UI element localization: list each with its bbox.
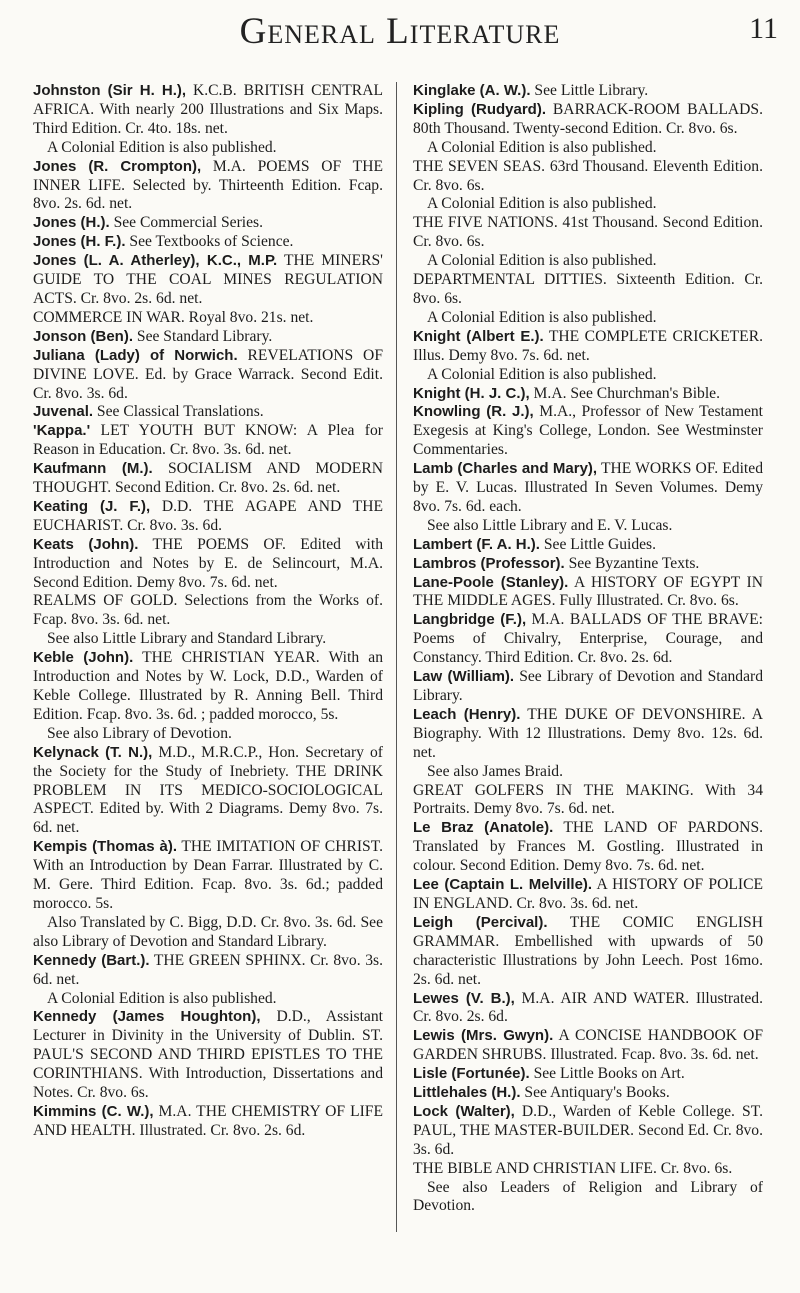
entry-text: See also Library of Devotion.: [47, 724, 232, 742]
entry-text: M.A. BALLADS OF THE BRAVE: Poems of Chivalry, Enterprise, Courage, and Constancy. Third Edition. Cr. 8vo. 2s. 6d.: [413, 611, 763, 667]
author-name: Kaufmann (M.).: [33, 460, 153, 478]
entry-text: BARRACK-ROOM BALLADS. 80th Thousand. Twenty-second Edition. Cr. 8vo. 6s.: [413, 100, 763, 137]
entry-text: A Colonial Edition is also published.: [47, 989, 277, 1007]
catalogue-entry: [413, 328, 763, 366]
catalogue-note: [413, 517, 763, 536]
author-name: Kennedy (James Houghton),: [33, 1008, 261, 1026]
catalogue-entry: [33, 422, 383, 460]
entry-text: D.D. THE AGAPE AND THE EUCHARIST. Cr. 8vo. 3s. 6d.: [33, 497, 383, 534]
entry-text: THE COMPLETE CRICKETER. Illus. Demy 8vo. 7s. 6d. net.: [413, 327, 763, 364]
catalogue-entry: [413, 1065, 763, 1084]
entry-text: See Little Books on Art.: [529, 1065, 685, 1083]
entry-text: THE DUKE OF DEVONSHIRE. A Biography. With 12 Illustrations. Demy 8vo. 12s. 6d. net.: [413, 705, 763, 761]
entry-text: A HISTORY OF EGYPT IN THE MIDDLE AGES. Fully Illustrated. Cr. 8vo. 6s.: [413, 573, 763, 610]
entry-text: THE SEVEN SEAS. 63rd Thousand. Eleventh Edition. Cr. 8vo. 6s.: [413, 157, 763, 194]
author-name: Lisle (Fortunée).: [413, 1065, 530, 1083]
author-name: Juvenal.: [33, 403, 94, 421]
catalogue-note: [33, 914, 383, 952]
entry-text: COMMERCE IN WAR. Royal 8vo. 21s. net.: [33, 308, 314, 326]
catalogue-entry: [33, 1103, 383, 1141]
author-name: Keats (John).: [33, 535, 139, 553]
catalogue-note: [413, 1179, 763, 1217]
author-name: Keble (John).: [33, 649, 134, 667]
catalogue-entry: [413, 914, 763, 990]
entry-text: THE GREEN SPHINX. Cr. 8vo. 3s. 6d. net.: [33, 951, 383, 988]
entry-text: THE COMIC ENGLISH GRAMMAR. Embellished with upwards of 50 characteristic Illustrations by John Leech. Post 16mo. 2s. 6d. net.: [413, 913, 763, 988]
author-name: Johnston (Sir H. H.),: [33, 82, 187, 99]
catalogue-note: [413, 309, 763, 328]
entry-text: A Colonial Edition is also published.: [427, 308, 657, 326]
catalogue-entry: [413, 385, 763, 404]
catalogue-entry: [413, 271, 763, 309]
entry-text: A Colonial Edition is also published.: [427, 195, 657, 213]
author-name: Lamb (Charles and Mary),: [413, 460, 598, 478]
page-number: 11: [749, 12, 778, 45]
entry-text: SOCIALISM AND MODERN THOUGHT. Second Edition. Cr. 8vo. 2s. 6d. net.: [33, 460, 383, 497]
catalogue-entry: [413, 403, 763, 460]
catalogue-entry: [413, 876, 763, 914]
column-divider: [396, 82, 397, 1232]
author-name: Le Braz (Anatole).: [413, 819, 554, 837]
author-name: Kennedy (Bart.).: [33, 951, 150, 969]
entry-text: THE LAND OF PARDONS. Translated by Frances M. Gostling. Illustrated in colour. Second Edition. Demy 8vo. 7s. 6d. net.: [413, 819, 764, 875]
entry-text: REALMS OF GOLD. Selections from the Works of. Fcap. 8vo. 3s. 6d. net.: [33, 592, 383, 629]
author-name: Lambros (Professor).: [413, 554, 565, 572]
entry-text: See also Leaders of Religion and Library of Devotion.: [413, 1178, 763, 1215]
entry-text: A HISTORY OF POLICE IN ENGLAND. Cr. 8vo. 3s. 6d. net.: [413, 876, 763, 912]
author-name: Langbridge (F.),: [413, 611, 527, 629]
catalogue-entry: [33, 403, 383, 422]
author-name: Law (William).: [413, 668, 515, 686]
catalogue-entry: [33, 952, 383, 990]
author-name: Lewes (V. B.),: [413, 989, 515, 1007]
author-name: Jones (H.).: [33, 214, 110, 232]
entry-text: REVELATIONS OF DIVINE LOVE. Ed. by Grace Warrack. Second Edit. Cr. 8vo. 3s. 6d.: [33, 346, 383, 402]
author-name: Leigh (Percival).: [413, 913, 548, 931]
author-name: Kinglake (A. W.).: [413, 82, 531, 99]
catalogue-entry: [413, 706, 763, 763]
catalogue-entry: [33, 82, 383, 139]
entry-text: See Byzantine Texts.: [564, 554, 700, 572]
catalogue-entry: [413, 555, 763, 574]
catalogue-entry: [33, 592, 383, 630]
entry-text: M.A. POEMS OF THE INNER LIFE. Selected by. Thirteenth Edition. Fcap. 8vo. 2s. 6d. net.: [33, 157, 383, 213]
author-name: Jones (L. A. Atherley), K.C., M.P.: [33, 252, 278, 270]
entry-text: THE BIBLE AND CHRISTIAN LIFE. Cr. 8vo. 6s.: [413, 1159, 733, 1177]
entry-text: GREAT GOLFERS IN THE MAKING. With 34 Portraits. Demy 8vo. 7s. 6d. net.: [413, 781, 763, 818]
catalogue-entry: [33, 498, 383, 536]
catalogue-entry: [413, 611, 763, 668]
author-name: Lambert (F. A. H.).: [413, 535, 540, 553]
entry-text: THE MINERS' GUIDE TO THE COAL MINES REGULATION ACTS. Cr. 8vo. 2s. 6d. net.: [33, 252, 383, 307]
author-name: Jonson (Ben).: [33, 327, 133, 345]
entry-text: K.C.B. BRITISH CENTRAL AFRICA. With nearly 200 Illustrations and Six Maps. Third Edition. Cr. 4to. 18s. net.: [33, 82, 383, 137]
catalogue-entry: [413, 1084, 763, 1103]
entry-text: See Library of Devotion and Standard Library.: [413, 668, 764, 704]
author-name: Kipling (Rudyard).: [413, 100, 546, 118]
entry-text: See Little Guides.: [539, 535, 657, 553]
catalogue-entry: [33, 233, 383, 252]
entry-text: See also Little Library and E. V. Lucas.: [427, 516, 673, 534]
author-name: Leach (Henry).: [413, 705, 521, 723]
entry-text: LET YOUTH BUT KNOW: A Plea for Reason in Education. Cr. 8vo. 3s. 6d. net.: [33, 422, 383, 459]
author-name: Lane-Poole (Stanley).: [413, 573, 569, 591]
entry-text: DEPARTMENTAL DITTIES. Sixteenth Edition. Cr. 8vo. 6s.: [413, 271, 763, 307]
entry-text: See Little Library.: [530, 82, 649, 99]
catalogue-entry: [33, 649, 383, 725]
catalogue-note: [33, 139, 383, 158]
author-name: Juliana (Lady) of Norwich.: [33, 346, 238, 364]
entry-text: THE FIVE NATIONS. 41st Thousand. Second Edition. Cr. 8vo. 6s.: [413, 214, 763, 251]
entry-text: M.A., Professor of New Testament Exegesis at King's College, London. See Westminster Commentaries.: [413, 403, 763, 459]
catalogue-entry: [33, 460, 383, 498]
catalogue-note: [413, 139, 763, 158]
entry-text: See Textbooks of Science.: [125, 233, 294, 251]
entry-text: D.D., Warden of Keble College. ST. PAUL, THE MASTER-BUILDER. Second Ed. Cr. 8vo. 3s. 6d.: [413, 1102, 763, 1158]
entry-text: M.A. See Churchman's Bible.: [529, 384, 721, 402]
catalogue-entry: [413, 1103, 763, 1160]
author-name: Knowling (R. J.),: [413, 403, 534, 421]
running-title: General Literature: [239, 11, 561, 52]
catalogue-entry: [413, 82, 763, 101]
author-name: Jones (H. F.).: [33, 233, 126, 251]
catalogue-entry: [413, 782, 763, 820]
author-name: Kelynack (T. N.),: [33, 743, 153, 761]
catalogue-entry: [33, 309, 383, 328]
catalogue-entry: [33, 252, 383, 309]
catalogue-entry: [413, 214, 763, 252]
author-name: Jones (R. Crompton),: [33, 157, 202, 175]
catalogue-entry: [33, 536, 383, 593]
entry-text: A Colonial Edition is also published.: [427, 138, 657, 156]
page-header: [0, 10, 800, 54]
entry-text: A Colonial Edition is also published.: [427, 252, 657, 270]
author-name: Lewis (Mrs. Gwyn).: [413, 1027, 554, 1045]
author-name: Knight (Albert E.).: [413, 327, 544, 345]
author-name: Littlehales (H.).: [413, 1084, 521, 1102]
catalogue-entry: [413, 101, 763, 139]
author-name: Knight (H. J. C.),: [413, 384, 530, 402]
catalogue-entry: [33, 158, 383, 215]
entry-text: M.D., M.R.C.P., Hon. Secretary of the Society for the Study of Inebriety. THE DRINK PROBLEM IN ITS MEDICO-SOCIOLOGICAL ASPECT. Edited by. With 2 Diagrams. Demy 8vo. 7s. 6d. net.: [33, 743, 383, 837]
catalogue-entry: [413, 819, 763, 876]
author-name: 'Kappa.': [33, 422, 91, 440]
catalogue-note: [413, 195, 763, 214]
catalogue-note: [33, 630, 383, 649]
entry-text: D.D., Assistant Lecturer in Divinity in the University of Dublin. ST. PAUL'S SECOND AND THIRD EPISTLES TO THE CORINTHIANS. With Introduction, Dissertations and Notes. Cr. 8vo. 6s.: [33, 1008, 383, 1102]
entry-text: M.A. AIR AND WATER. Illustrated. Cr. 8vo. 2s. 6d.: [413, 989, 763, 1026]
catalogue-entry: [413, 574, 763, 612]
entry-text: THE POEMS OF. Edited with Introduction and Notes by E. de Selincourt, M.A. Second Edition. Demy 8vo. 7s. 6d. net.: [33, 535, 383, 591]
entry-text: THE WORKS OF. Edited by E. V. Lucas. Illustrated In Seven Volumes. Demy 8vo. 7s. 6d. each.: [413, 460, 763, 515]
catalogue-entry: [413, 990, 763, 1028]
catalogue-entry: [33, 744, 383, 839]
catalogue-entry: [33, 214, 383, 233]
entry-text: THE CHRISTIAN YEAR. With an Introduction and Notes by W. Lock, D.D., Warden of Keble College. Illustrated by R. Anning Bell. Third Edition. Fcap. 8vo. 3s. 6d. ; padded morocco, 5s.: [33, 649, 383, 723]
catalogue-entry: [413, 1027, 763, 1065]
entry-text: See Classical Translations.: [93, 403, 264, 421]
entry-text: Also Translated by C. Bigg, D.D. Cr. 8vo. 3s. 6d. See also Library of Devotion and Standard Library.: [33, 913, 383, 950]
catalogue-entry: [413, 668, 763, 706]
author-name: Lock (Walter),: [413, 1102, 515, 1120]
entry-text: See also Little Library and Standard Library.: [47, 630, 327, 648]
entry-text: A Colonial Edition is also published.: [427, 365, 657, 383]
entry-text: See Commercial Series.: [109, 214, 263, 232]
catalogue-note: [413, 366, 763, 385]
catalogue-entry: [33, 838, 383, 914]
right-column: [413, 82, 763, 1216]
entry-text: A CONCISE HANDBOOK OF GARDEN SHRUBS. Illustrated. Fcap. 8vo. 3s. 6d. net.: [413, 1027, 763, 1064]
catalogue-entry: [33, 328, 383, 347]
catalogue-entry: [33, 1008, 383, 1103]
catalogue-entry: [413, 1160, 763, 1179]
author-name: Kimmins (C. W.),: [33, 1102, 154, 1120]
catalogue-entry: [33, 347, 383, 404]
entry-text: See also James Braid.: [427, 762, 563, 780]
catalogue-entry: [413, 460, 763, 517]
catalogue-entry: [413, 158, 763, 196]
entry-text: THE IMITATION OF CHRIST. With an Introduction by Dean Farrar. Illustrated by C. M. Gere. Third Edition. Fcap. 8vo. 3s. 6d.; padded morocco. 5s.: [33, 838, 383, 912]
author-name: Keating (J. F.),: [33, 497, 151, 515]
catalogue-note: [413, 763, 763, 782]
entry-text: See Antiquary's Books.: [520, 1084, 670, 1102]
catalogue-note: [33, 990, 383, 1009]
entry-text: See Standard Library.: [133, 327, 273, 345]
catalogue-entry: [413, 536, 763, 555]
entry-text: M.A. THE CHEMISTRY OF LIFE AND HEALTH. Illustrated. Cr. 8vo. 2s. 6d.: [33, 1102, 383, 1139]
left-column: [33, 82, 383, 1141]
entry-text: A Colonial Edition is also published.: [47, 138, 277, 156]
author-name: Lee (Captain L. Melville).: [413, 876, 593, 894]
author-name: Kempis (Thomas à).: [33, 838, 177, 856]
catalogue-note: [413, 252, 763, 271]
catalogue-note: [33, 725, 383, 744]
